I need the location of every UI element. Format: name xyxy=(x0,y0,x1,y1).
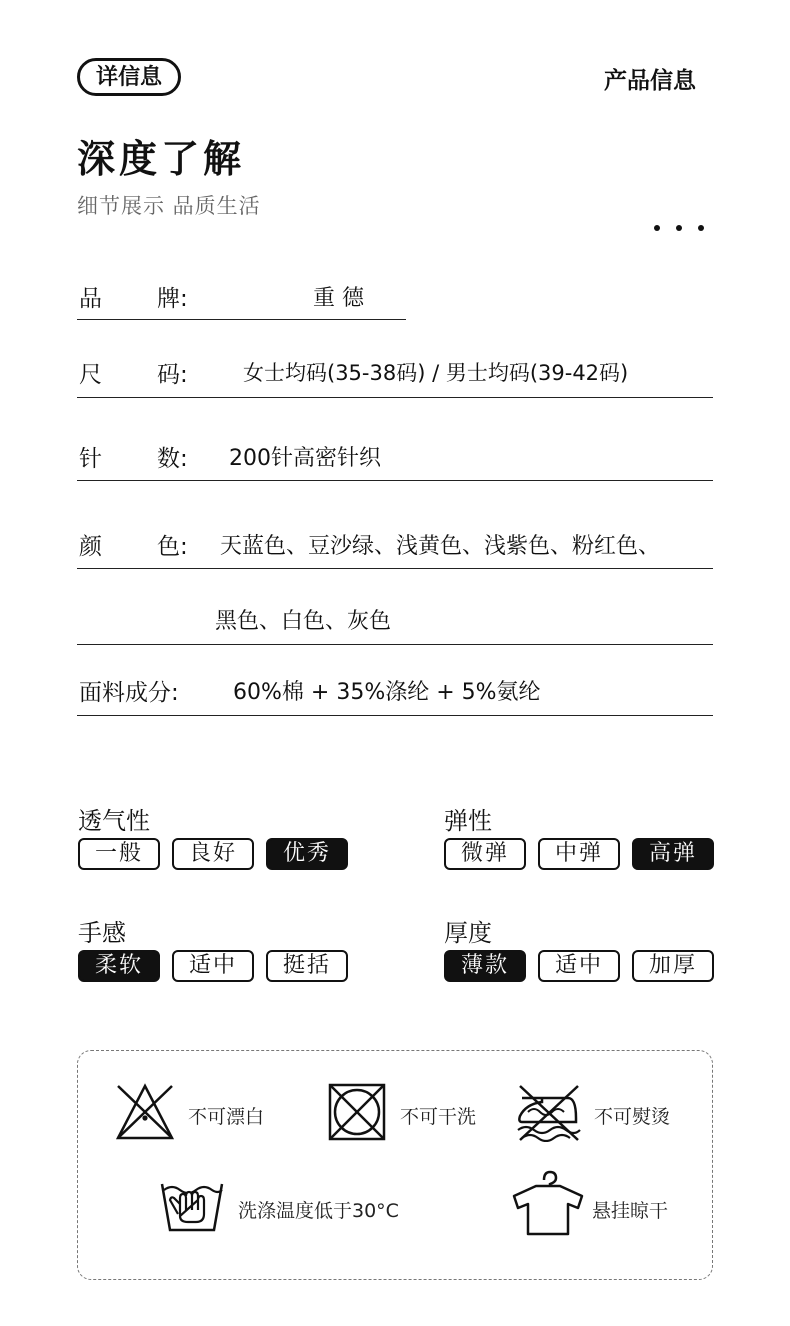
color-label-b: 色: xyxy=(157,534,188,560)
breathability-option-3[interactable]: 优秀 xyxy=(266,838,348,870)
breathability-option-2[interactable]: 良好 xyxy=(172,838,254,870)
color-label-a: 颜 xyxy=(79,534,102,560)
fabric-value: 60%棉 + 35%涤纶 + 5%氨纶 xyxy=(233,680,541,705)
hand-wash-icon xyxy=(158,1170,226,1234)
needle-label-b: 数: xyxy=(157,446,188,472)
needle-divider xyxy=(77,480,713,481)
size-divider xyxy=(77,397,713,398)
no-iron-icon xyxy=(514,1082,584,1142)
thickness-option-1[interactable]: 薄款 xyxy=(444,950,526,982)
size-value: 女士均码(35-38码) / 男士均码(39-42码) xyxy=(243,361,629,385)
thickness-option-2[interactable]: 适中 xyxy=(538,950,620,982)
breathability-label: 透气性 xyxy=(78,807,150,835)
handfeel-label: 手感 xyxy=(78,919,126,947)
more-dots-icon xyxy=(654,216,720,235)
needle-label-a: 针 xyxy=(79,446,102,472)
elasticity-option-2[interactable]: 中弹 xyxy=(538,838,620,870)
page-subtitle: 细节展示 品质生活 xyxy=(77,194,261,218)
elasticity-label: 弹性 xyxy=(444,807,492,835)
hand-wash-label: 洗涤温度低于30°C xyxy=(238,1200,399,1222)
fabric-label: 面料成分: xyxy=(79,680,179,706)
fabric-divider xyxy=(77,715,713,716)
section-pill: 详信息 xyxy=(77,58,181,96)
no-dry-clean-label: 不可干洗 xyxy=(400,1106,477,1128)
no-iron-label: 不可熨烫 xyxy=(594,1106,671,1128)
handfeel-option-1[interactable]: 柔软 xyxy=(78,950,160,982)
thickness-option-3[interactable]: 加厚 xyxy=(632,950,714,982)
needle-value: 200针高密针织 xyxy=(229,446,381,471)
size-label-a: 尺 xyxy=(79,362,102,388)
no-bleach-icon xyxy=(114,1082,176,1142)
handfeel-option-2[interactable]: 适中 xyxy=(172,950,254,982)
size-label-b: 码: xyxy=(157,362,188,388)
page-title: 深度了解 xyxy=(77,137,246,181)
color-value-line2: 黑色、白色、灰色 xyxy=(215,609,392,634)
color-divider-2 xyxy=(77,644,713,645)
product-info-title: 产品信息 xyxy=(604,68,696,94)
no-dry-clean-icon xyxy=(327,1082,387,1142)
breathability-option-1[interactable]: 一般 xyxy=(78,838,160,870)
no-bleach-label: 不可漂白 xyxy=(188,1106,265,1128)
brand-label-b: 牌: xyxy=(157,286,188,312)
brand-label-a: 品 xyxy=(79,286,102,312)
handfeel-option-3[interactable]: 挺括 xyxy=(266,950,348,982)
hang-dry-icon xyxy=(512,1168,584,1236)
elasticity-option-1[interactable]: 微弹 xyxy=(444,838,526,870)
color-divider-1 xyxy=(77,568,713,569)
hang-dry-label: 悬挂晾干 xyxy=(592,1200,669,1222)
thickness-label: 厚度 xyxy=(444,919,492,947)
elasticity-option-3[interactable]: 高弹 xyxy=(632,838,714,870)
color-value-line1: 天蓝色、豆沙绿、浅黄色、浅紫色、粉红色、 xyxy=(220,534,661,559)
brand-divider xyxy=(77,319,406,320)
brand-value: 重 德 xyxy=(313,286,364,311)
